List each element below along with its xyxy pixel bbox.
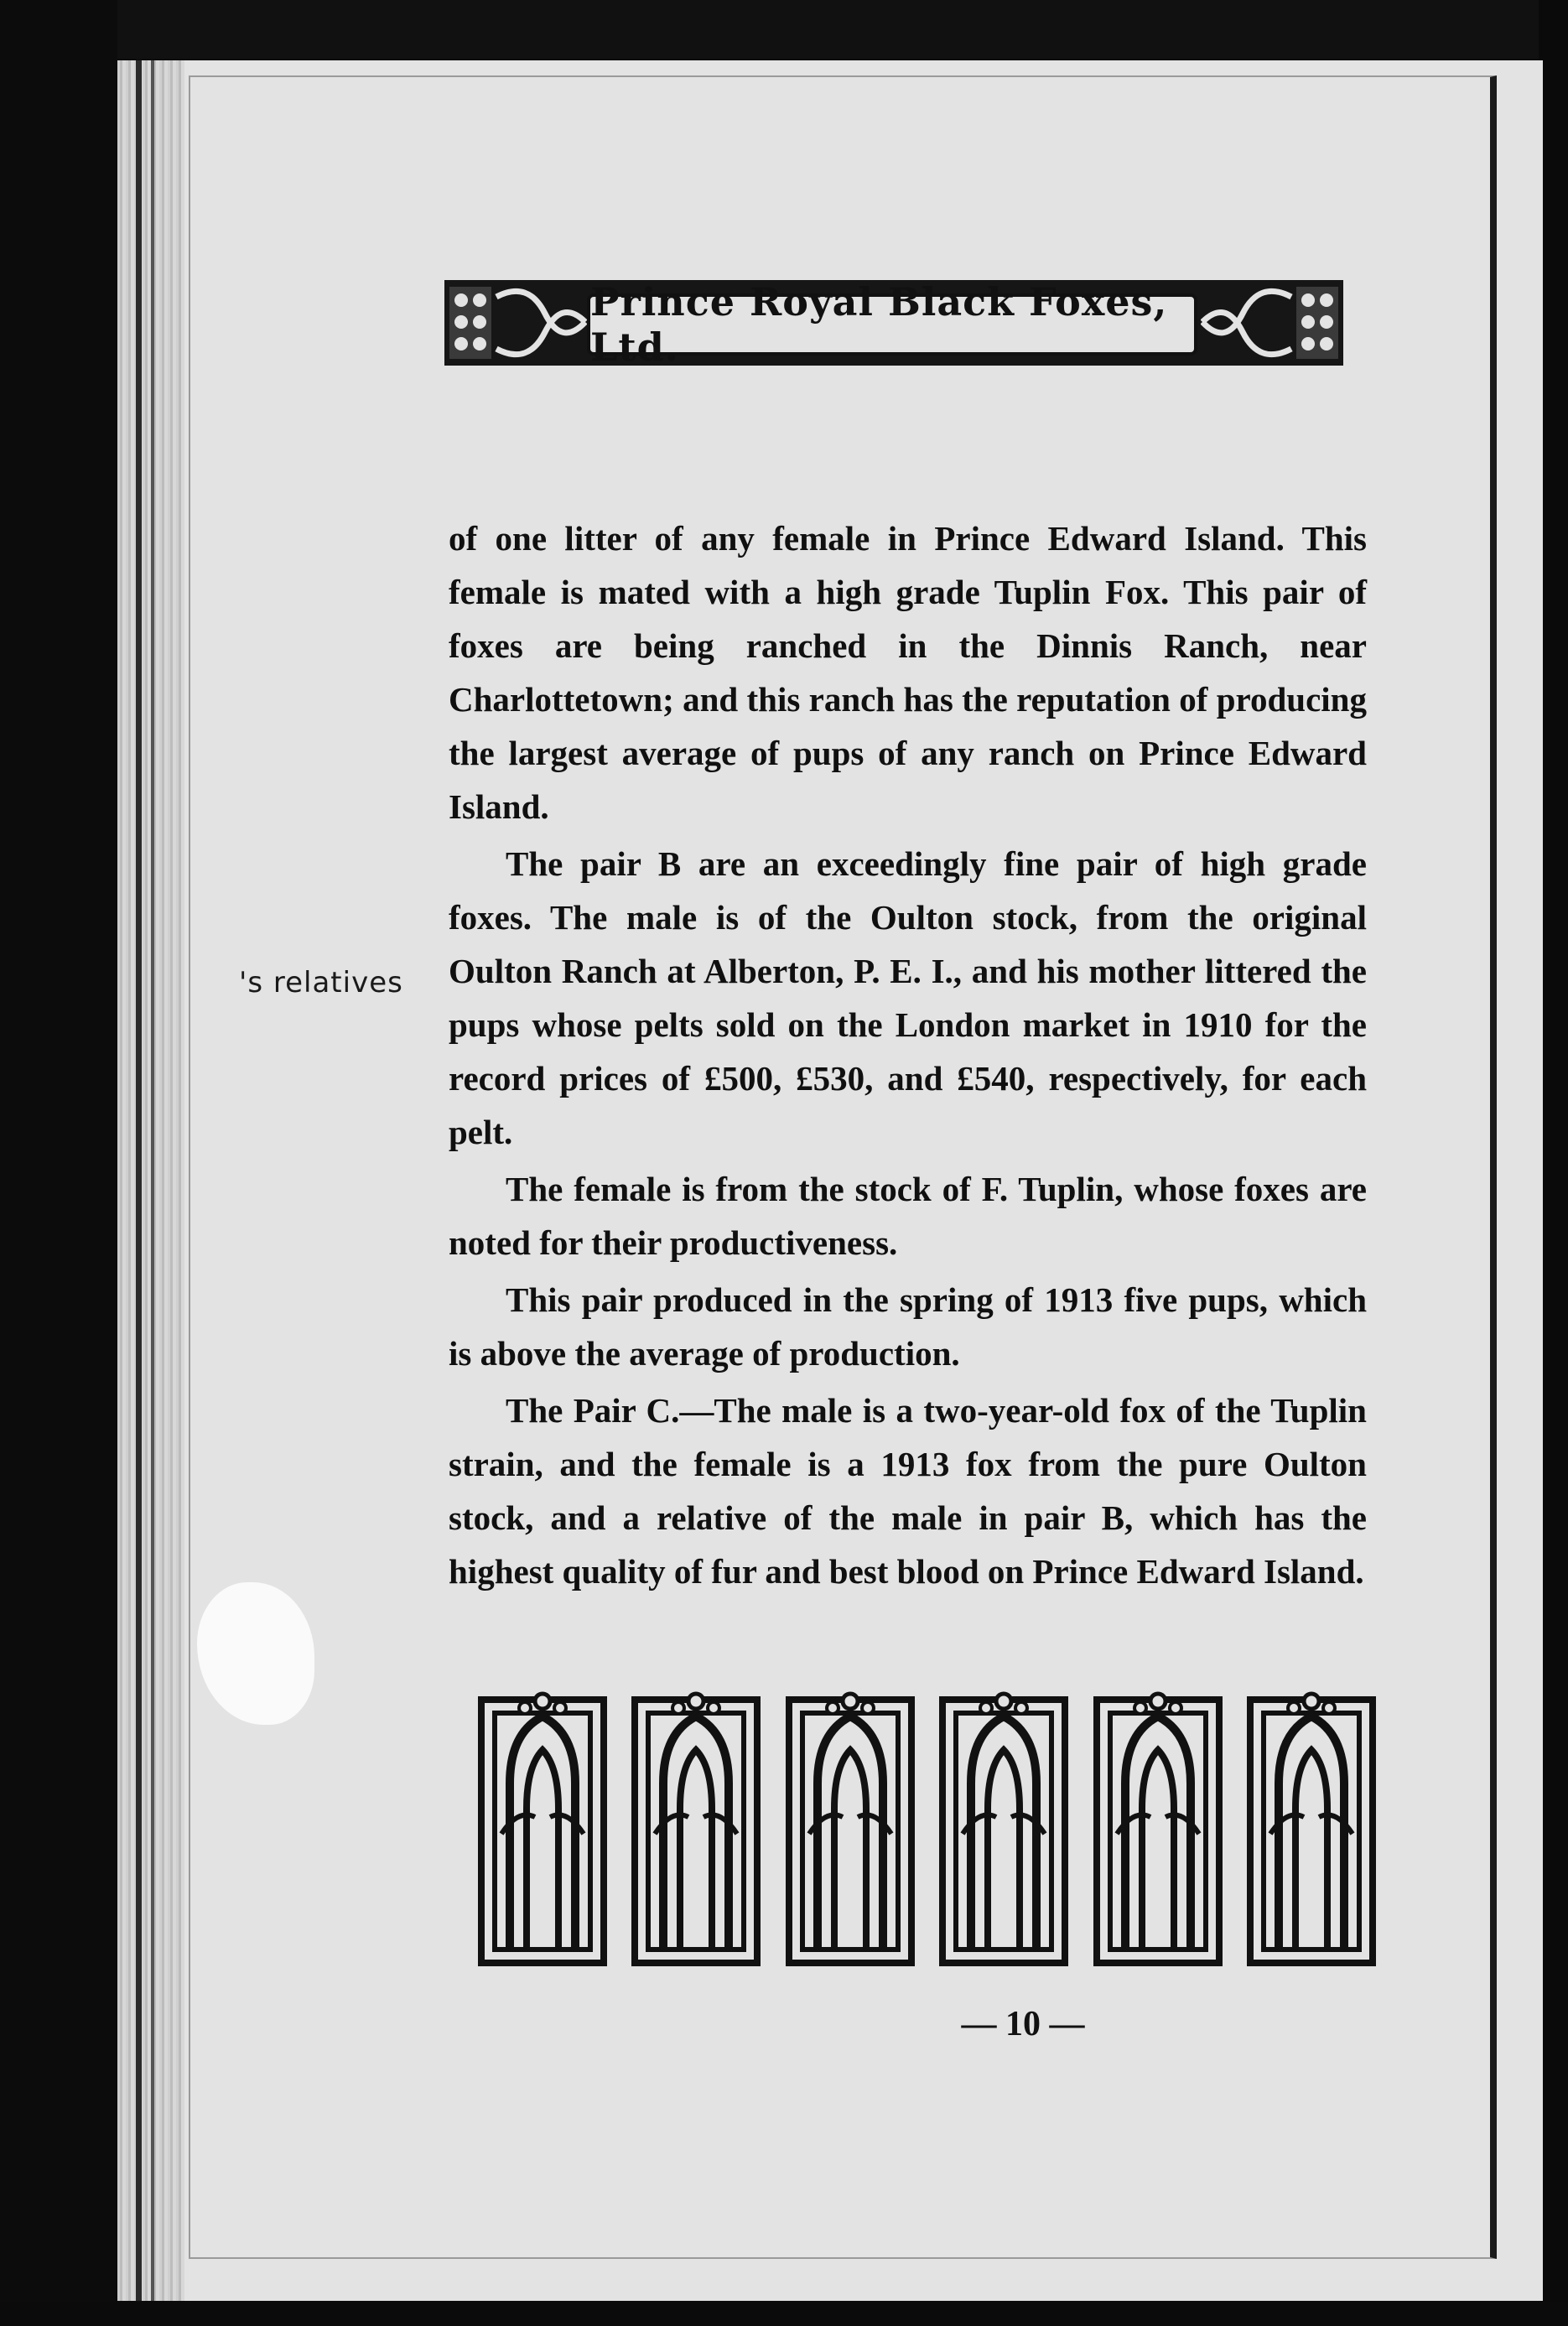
paragraph-2: The pair B are an exceedingly fine pair of high grade foxes. The male is of the Oulton stock, from the original Oulton Ranch at Alberton, P. E. I., and his mother littered the pups whose pelts sold on the London market in 1910 for the record prices of £500, £530, and £540, respectively, for each pelt. — [449, 844, 1367, 1151]
page-binding-edge — [117, 60, 184, 2301]
header-scroll-ornament-right-icon — [1201, 280, 1343, 366]
art-nouveau-tulip-panel-icon — [630, 1683, 762, 1968]
art-nouveau-tulip-panel-icon — [1092, 1683, 1224, 1968]
header-title: Prince Royal Black Foxes, Ltd. — [590, 279, 1168, 370]
document-page — [117, 60, 1543, 2301]
running-header — [444, 279, 1343, 370]
page-number — [117, 2004, 1543, 2044]
scan-border-bottom — [0, 2302, 1568, 2326]
paragraph-4: This pair produced in the spring of 1913 five pups, which is above the average of production. — [449, 1280, 1367, 1373]
decorative-ornament-row — [476, 1683, 1378, 1968]
paragraph-5: The Pair C.—The male is a two-year-old fox of the Tuplin strain, and the female is a 1913 fox from the pure Oulton stock, and a relative of the male in pair B, which has the highest quality of fur and best blood on Prince Edward Island. — [449, 1391, 1367, 1591]
art-nouveau-tulip-panel-icon — [1245, 1683, 1378, 1968]
body-text — [449, 511, 1367, 1602]
scan-border-top — [0, 0, 1568, 59]
art-nouveau-tulip-panel-icon — [476, 1683, 609, 1968]
paragraph-1: of one litter of any female in Prince Edward Island. This female is mated with a high grade Tuplin Fox. This pair of foxes are being ranched in the Dinnis Ranch, near Charlottetown; and this ranch has the reputation of producing the largest average of pups of any ranch on Prince Edward Island. — [449, 519, 1367, 826]
paragraph-3: The female is from the stock of F. Tuplin, whose foxes are noted for their productiveness. — [449, 1170, 1367, 1262]
margin-annotation: 's relatives — [239, 966, 403, 999]
art-nouveau-tulip-panel-icon — [937, 1683, 1070, 1968]
scan-border-left — [0, 0, 117, 2326]
page-number-text: — 10 — — [961, 2005, 1085, 2043]
header-scroll-ornament-left-icon — [444, 280, 587, 366]
art-nouveau-tulip-panel-icon — [784, 1683, 916, 1968]
scan-border-right — [1539, 0, 1568, 2326]
header-title-box — [587, 279, 1197, 370]
